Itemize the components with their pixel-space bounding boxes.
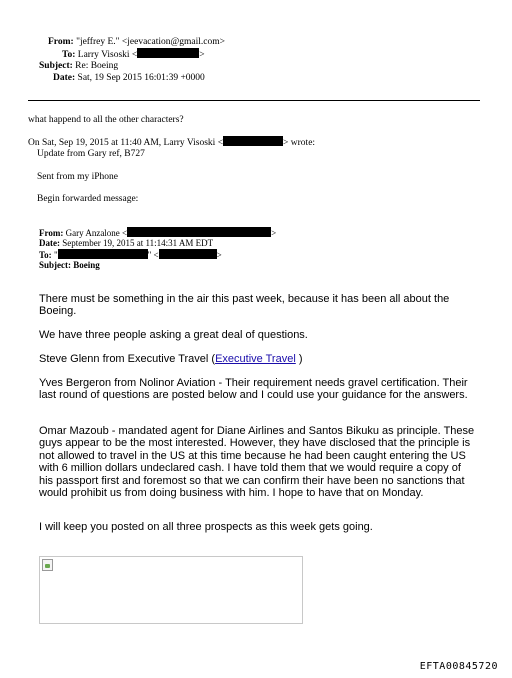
redaction-bar	[137, 48, 199, 58]
header-date	[53, 72, 205, 84]
redaction-bar	[223, 136, 283, 146]
quote-intro-start: On Sat, Sep 19, 2015 at 11:40 AM, Larry Visoski <	[28, 138, 224, 148]
body-text: Yves Bergeron from Nolinor Aviation - Their requirement needs gravel certification. Their last round of questions are posted below and I could use your guidance for the answers.	[39, 377, 468, 402]
p3-suffix: )	[295, 353, 303, 365]
document-id: EFTA00845720	[419, 661, 498, 672]
body-paragraph-1	[39, 293, 469, 318]
fwd-to-close: >	[216, 250, 222, 260]
fwd-to-mid: " <	[147, 250, 159, 260]
to-close: >	[199, 50, 205, 60]
subject-label: Subject:	[39, 61, 73, 71]
image-placeholder	[39, 556, 303, 624]
body-text: Omar Mazoub - mandated agent for Diane Airlines and Santos Bikuku as principle. These guys appear to be the most interested. However, they have disclosed that the principle is not allowed to travel in the US at this time because he had been caught entering the US with 6 million dollars undeclared cash. I have told them that we would require a copy of his passport first and foremost so that we can confirm their have been no sanctions that would prohibit us from doing business with him. I hope to have that on Monday.	[39, 425, 475, 500]
date-label: Date:	[53, 73, 76, 83]
update-line: Update from Gary ref, B727	[37, 149, 145, 159]
header-subject	[39, 60, 118, 72]
broken-image-icon	[42, 559, 53, 571]
body-text: I will keep you posted on all three prospects as this week gets going.	[39, 521, 373, 533]
body-paragraph-6	[39, 521, 469, 533]
p3-prefix: Steve Glenn from Executive Travel (	[39, 353, 216, 365]
fwd-date-label: Date:	[39, 238, 60, 248]
to-value: Larry Visoski <	[77, 50, 138, 60]
redaction-bar	[127, 227, 271, 237]
header-from	[48, 36, 225, 48]
header-divider	[28, 100, 480, 101]
begin-forwarded: Begin forwarded message:	[37, 194, 139, 204]
from-label: From:	[48, 37, 74, 47]
body-paragraph-5	[39, 425, 477, 499]
redaction-bar	[159, 249, 217, 259]
fwd-from-value: Gary Anzalone <	[65, 228, 128, 238]
body-text	[39, 353, 469, 365]
fwd-from-label: From:	[39, 228, 64, 238]
body-paragraph-3	[39, 353, 469, 365]
fwd-subject	[39, 260, 100, 271]
sent-from: Sent from my iPhone	[37, 172, 119, 182]
fwd-subject-label: Subject:	[39, 260, 71, 270]
fwd-from-close: >	[271, 228, 277, 238]
body-paragraph-2	[39, 329, 469, 341]
date-value: Sat, 19 Sep 2015 16:01:39 +0000	[77, 73, 205, 83]
redaction-bar	[58, 249, 148, 259]
reply-text: what happend to all the other characters?	[28, 115, 184, 125]
fwd-to-value: "	[53, 250, 58, 260]
body-paragraph-4	[39, 377, 471, 402]
subject-value: Re: Boeing	[75, 61, 119, 71]
from-value: "jeffrey E." <jeevacation@gmail.com>	[76, 37, 225, 47]
executive-travel-link[interactable]: Executive Travel	[215, 353, 296, 365]
quote-intro-end: > wrote:	[283, 138, 316, 148]
fwd-date-value: September 19, 2015 at 11:14:31 AM EDT	[62, 238, 214, 248]
fwd-subject-value: Boeing	[73, 260, 100, 270]
to-label: To:	[62, 50, 76, 60]
fwd-to-label: To:	[39, 250, 52, 260]
fwd-date	[39, 238, 213, 249]
body-text: There must be something in the air this past week, because it has been all about the Boeing.	[39, 293, 450, 318]
body-text: We have three people asking a great deal of questions.	[39, 329, 308, 341]
